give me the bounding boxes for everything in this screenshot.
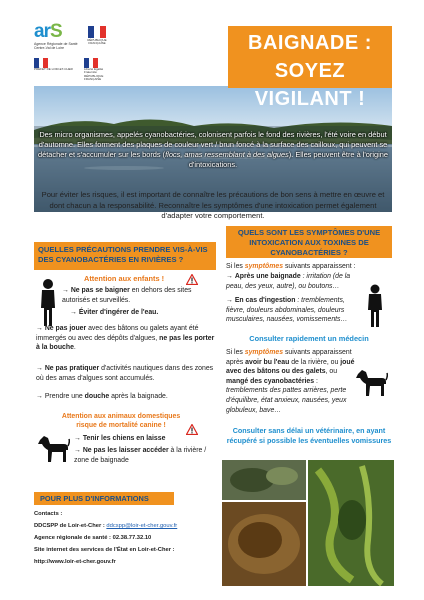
consult-doctor: Consulter rapidement un médecin	[249, 334, 369, 343]
website-url[interactable]: http://www.loir-et-cher.gouv.fr	[34, 559, 116, 565]
child-silhouette-icon	[38, 278, 58, 328]
precaution-nautical: → Ne pas pratiquer d'activités nautiques dans des zones où des amas d'algues sont accumulés.	[36, 365, 214, 382]
precautions-header: QUELLES PRÉCAUTIONS PRENDRE VIS-À-VIS DES CYANOBACTÉRIES EN RIVIÈRES ?	[34, 242, 216, 270]
ars-phone: Agence régionale de santé : 02.38.77.32.10	[34, 535, 152, 541]
consult-vet: Consulter sans délai un vétérinaire, en ayant récupéré si possible les éventuelles vomissures	[226, 426, 392, 445]
intro-text: Pour éviter les risques, il est important de connaître les précautions de bon sens à mettre en œuvre et dont chacun a la responsabilité. Reconnaître les symptômes d'une intoxication permet également d'adapter votre comportement.	[41, 190, 385, 220]
dog-silhouette-icon	[36, 434, 70, 464]
more-info-header: POUR PLUS D'INFORMATIONS	[34, 492, 174, 505]
ars-subtitle: Agence Régionale de Santé Centre-Val de Loire	[34, 42, 78, 50]
page-title: BAIGNADE : SOYEZ VIGILANT !	[228, 26, 392, 88]
symptoms-header: QUELS SONT LES SYMPTÔMES D'UNE INTOXICATION AUX TOXINES DE CYANOBACTÉRIES ?	[226, 226, 392, 258]
ars-logo: arS Agence Régionale de Santé Centre-Val de Loire	[34, 22, 80, 56]
contacts-label: Contacts :	[34, 511, 63, 517]
ddcspp-logo: Liberté Égalité Fraternité RÉPUBLIQUE FRANÇAISE	[84, 58, 114, 80]
kids-title: Attention aux enfants !	[84, 274, 165, 283]
symptom-ingestion: → En cas d'ingestion : tremblements, fièvre, douleurs abdominales, douleurs musculaires, nausées, vomissements…	[226, 297, 348, 324]
precaution-shower: → Prendre une douche après la baignade.	[36, 393, 168, 400]
child-silhouette-icon	[366, 284, 384, 328]
symptom-animal: Si les symptômes suivants apparaissent après avoir bu l'eau de la rivière, ou joué avec des bâtons ou des galets, ou mangé des cyanobactéries : tremblements des pattes arrières, perte d'équilibre, état anxieux, nausées, yeux globuleux, bave…	[226, 349, 355, 414]
ddcspp-contact: DDCSPP de Loir-et-Cher : ddcspp@loir-et-cher.gouv.fr	[34, 523, 178, 529]
cyanobacteria-photos	[222, 460, 394, 586]
logos-block	[34, 21, 120, 82]
symptom-bathing: → Après une baignade : irritation (de la peau, des yeux, autre), ou boutons…	[226, 273, 351, 290]
hero-description: Des micro organismes, appelés cyanobactéries, colonisent parfois le fond des rivières, l'été voire en début d'automne. Elles forment des plaques de couleur vert / brun foncé à la surface des cailloux, qui peuvent se détacher et s'accumuler sur les bords (flocs, amas ressemblant à des algues). Elles peuvent être à l'origine d'intoxications.	[38, 130, 388, 169]
animals-title: Attention aux animaux domestiques risque de mortalité canine !	[61, 413, 181, 429]
kids-rule-1: → Ne pas se baigner en dehors des sites autorisés et surveillés.	[62, 287, 192, 304]
animals-rule-2: → Ne pas les laisser accéder à la rivière / zone de baignade	[74, 447, 207, 464]
french-flag-icon	[88, 26, 106, 38]
kids-rule-2: → Éviter d'ingérer de l'eau.	[70, 309, 159, 316]
website-label: Site internet des services de l'État en Loir-et-Cher :	[34, 547, 175, 553]
warning-icon	[186, 274, 198, 285]
animals-rule-1: → Tenir les chiens en laisse	[74, 435, 166, 442]
dog-silhouette-icon	[354, 368, 388, 398]
symptoms-intro: Si les symptômes suivants apparaissent :	[226, 263, 356, 270]
precaution-play: → Ne pas jouer avec des bâtons ou galets ayant été immergés ou avec des dépôts d'algues, ne pas les porter à la bouche.	[36, 325, 215, 352]
republique-logo: RÉPUBLIQUE FRANÇAISE	[84, 26, 110, 52]
contact-info	[34, 508, 214, 568]
ddcspp-email-link[interactable]: ddcspp@loir-et-cher.gouv.fr	[106, 523, 178, 529]
prefet-logo: PRÉFET DE LOIR-ET-CHER	[34, 58, 76, 80]
